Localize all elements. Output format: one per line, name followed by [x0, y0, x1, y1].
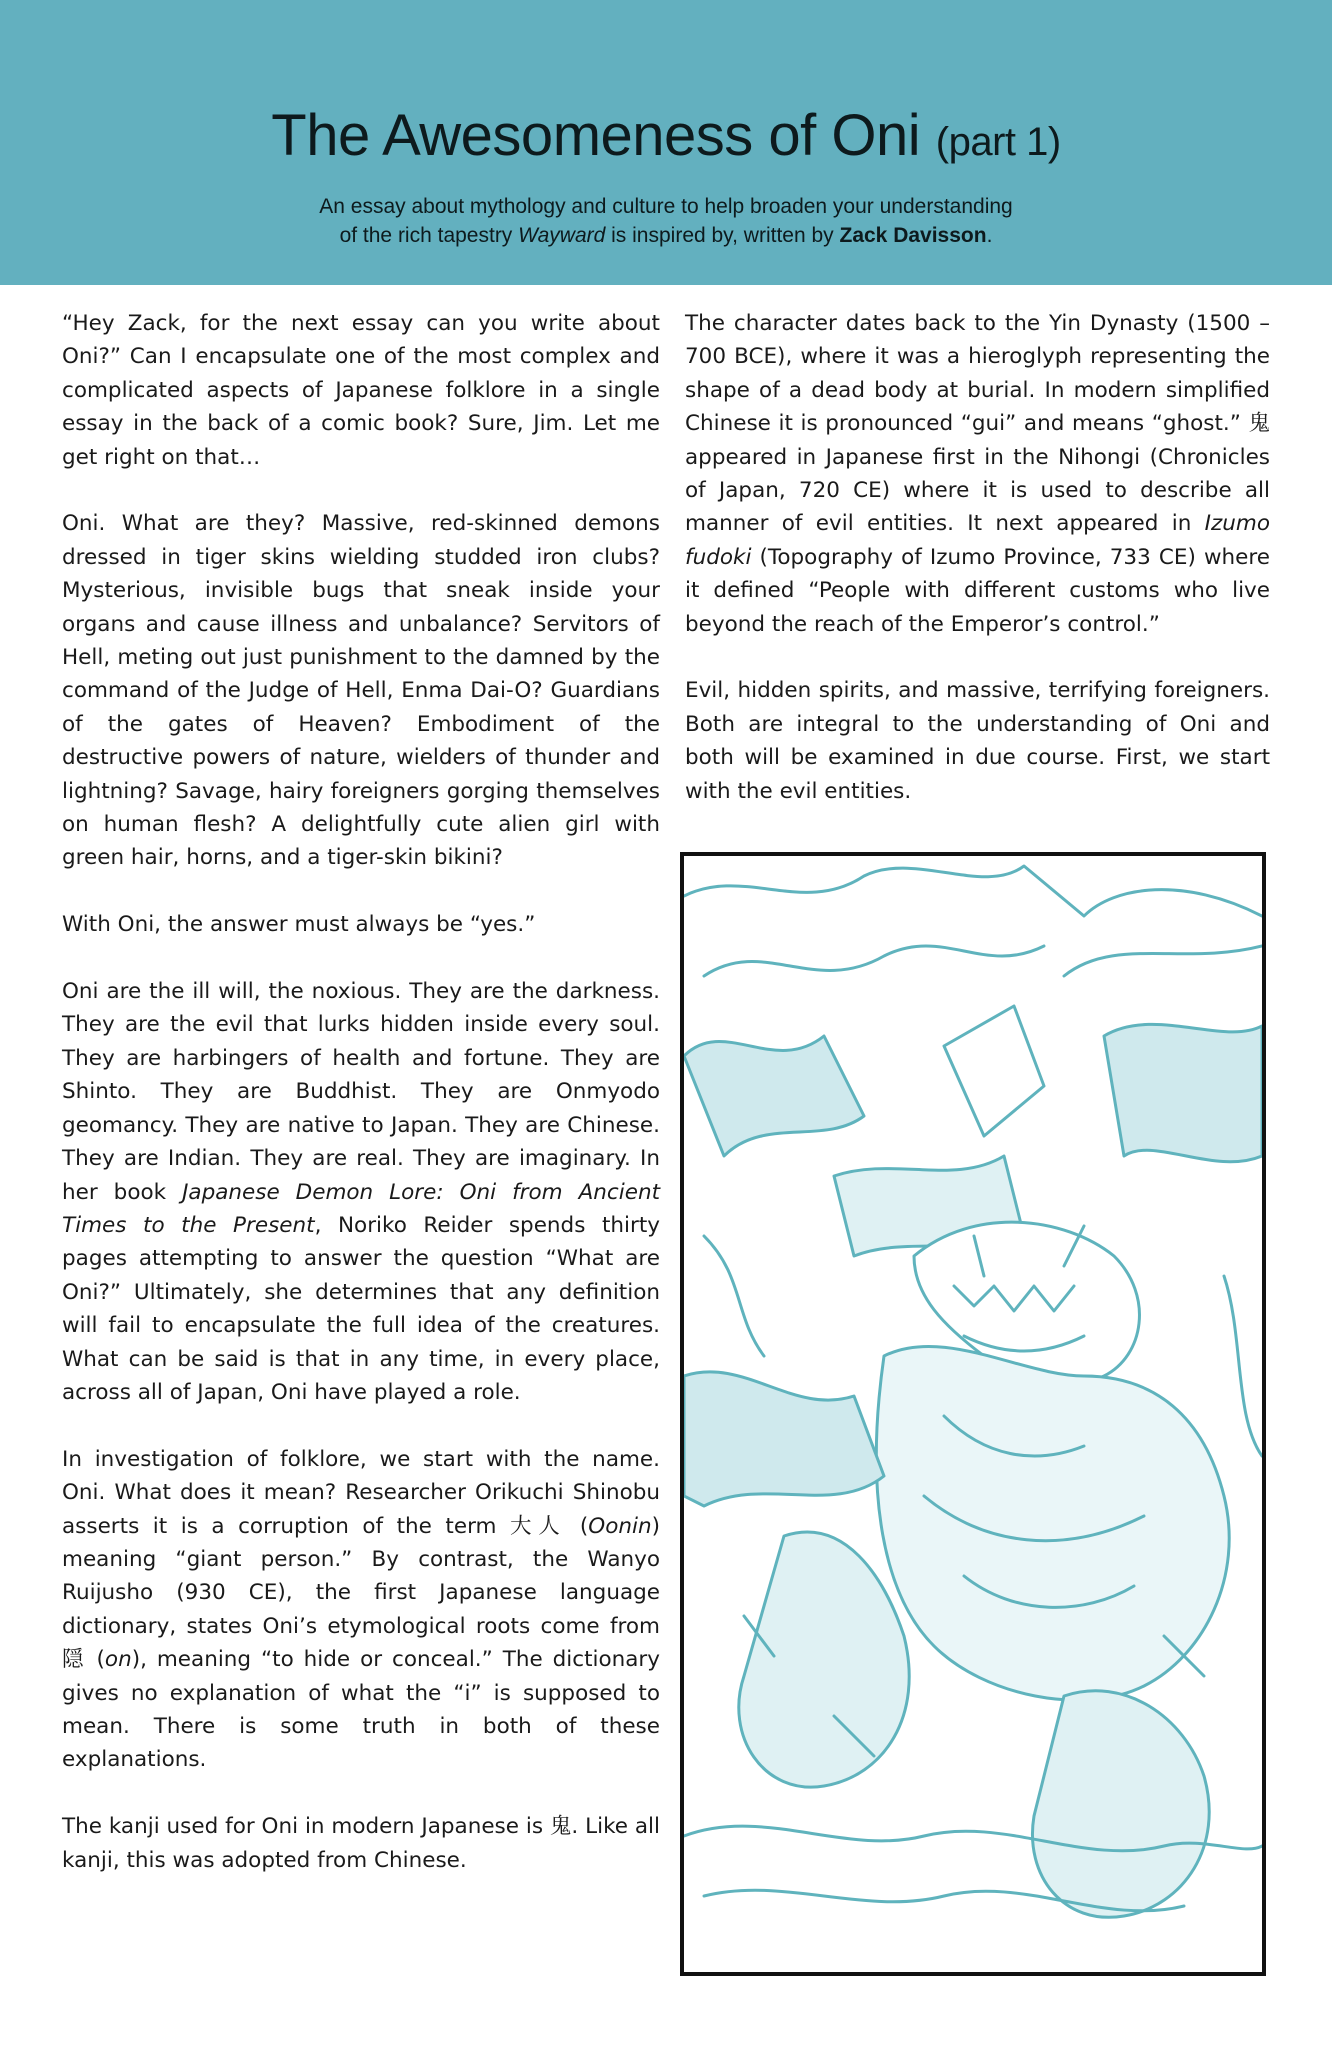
term-izumo-fudoki: Izumo fudoki	[685, 511, 1270, 570]
paragraph-etymology-b: ) meaning “giant person.” By contrast, the Wanyo Ruijusho (930 CE), the first Japanese language dictionary, states Oni’s etymological roots come from 隠 (	[62, 1513, 660, 1673]
subtitle-line1: An essay about mythology and culture to help broaden your understanding	[319, 195, 1013, 218]
paragraph-definition-a: Oni are the ill will, the noxious. They are the darkness. They are the evil that lurks hidden inside every soul. They are harbingers of health and fortune. They are Shinto. They are Buddhist. They are Onmyodo geomancy. They are native to Japan. They are Chinese. They are Indian. They are real. They are imaginary. In her book	[62, 979, 660, 1205]
paragraph-etymology-a: In investigation of folklore, we start with the name. Oni. What does it mean? Researcher Orikuchi Shinobu asserts it is a corruption of the term 大人 (	[62, 1446, 660, 1539]
page-title	[0, 102, 1332, 169]
paragraph-etymology-c: ), meaning “to hide or conceal.” The dictionary gives no explanation of what the “i” is supposed to mean. There is some truth in both of these explanations.	[62, 1647, 660, 1773]
paragraph-history-a: The character dates back to the Yin Dynasty (1500 – 700 BCE), where it was a hieroglyph representing the shape of a dead body at burial. In modern simplified Chinese it is pronounced “gui” and means “ghost.” 鬼 appeared in Japanese first in the Nihongi (Chronicles of Japan, 720 CE) where it is used to describe all manner of evil entities. It next appeared in	[685, 311, 1270, 537]
title-text: The Awesomeness of Oni	[271, 103, 921, 168]
subtitle-end: .	[986, 224, 993, 247]
subtitle-line2-a: of the rich tapestry	[339, 224, 519, 247]
paragraph-answer: With Oni, the answer must always be “yes.”	[62, 912, 536, 938]
subtitle-comic-title: Wayward	[518, 224, 606, 247]
right-column	[685, 307, 1270, 808]
oni-illustration	[680, 852, 1266, 1976]
title-part: (part 1)	[935, 120, 1061, 164]
paragraph-definition	[62, 975, 660, 1409]
subtitle	[0, 192, 1332, 250]
paragraph-etymology	[62, 1443, 660, 1777]
subtitle-line2-b: is inspired by, written by	[605, 224, 840, 247]
term-oonin: Oonin	[588, 1513, 652, 1539]
paragraph-what-are-they: Oni. What are they? Massive, red-skinned demons dressed in tiger skins wielding studded iron clubs? Mysterious, invisible bugs that sneak inside your organs and cause illness and unbalance? Servitors of Hell, meting out just punishment to the damned by the command of the Judge of Hell, Enma Dai-O? Guardians of the gates of Heaven? Embodiment of the destructive powers of nature, wielders of thunder and lightning? Savage, hairy foreigners gorging themselves on human flesh? A delightfully cute alien girl with green hair, horns, and a tiger-skin bikini?	[62, 511, 660, 871]
oni-drawing	[684, 856, 1262, 1972]
paragraph-summary: Evil, hidden spirits, and massive, terrifying foreigners. Both are integral to the understanding of Oni and both will be examined in due course. First, we start with the evil entities.	[685, 678, 1270, 804]
paragraph-history	[685, 307, 1270, 641]
paragraph-intro: “Hey Zack, for the next essay can you write about Oni?” Can I encapsulate one of the most complex and complicated aspects of Japanese folklore in a single essay in the back of a comic book? Sure, Jim. Let me get right on that…	[62, 311, 660, 470]
paragraph-definition-b: , Noriko Reider spends thirty pages attempting to answer the question “What are Oni?” Ultimately, she determines that any definition will fail to encapsulate the full idea of the creatures. What can be said is that in any time, in every place, across all of Japan, Oni have played a role.	[62, 1212, 660, 1405]
header-banner	[0, 0, 1332, 285]
subtitle-author: Zack Davisson	[839, 224, 987, 247]
left-column	[62, 307, 660, 1877]
term-on: on	[104, 1647, 132, 1673]
book-title: Japanese Demon Lore: Oni from Ancient Times to the Present	[62, 1179, 660, 1238]
paragraph-kanji: The kanji used for Oni in modern Japanese is 鬼. Like all kanji, this was adopted from Chinese.	[62, 1814, 660, 1873]
paragraph-history-b: (Topography of Izumo Province, 733 CE) where it defined “People with different customs who live beyond the reach of the Emperor’s control.”	[685, 544, 1270, 637]
